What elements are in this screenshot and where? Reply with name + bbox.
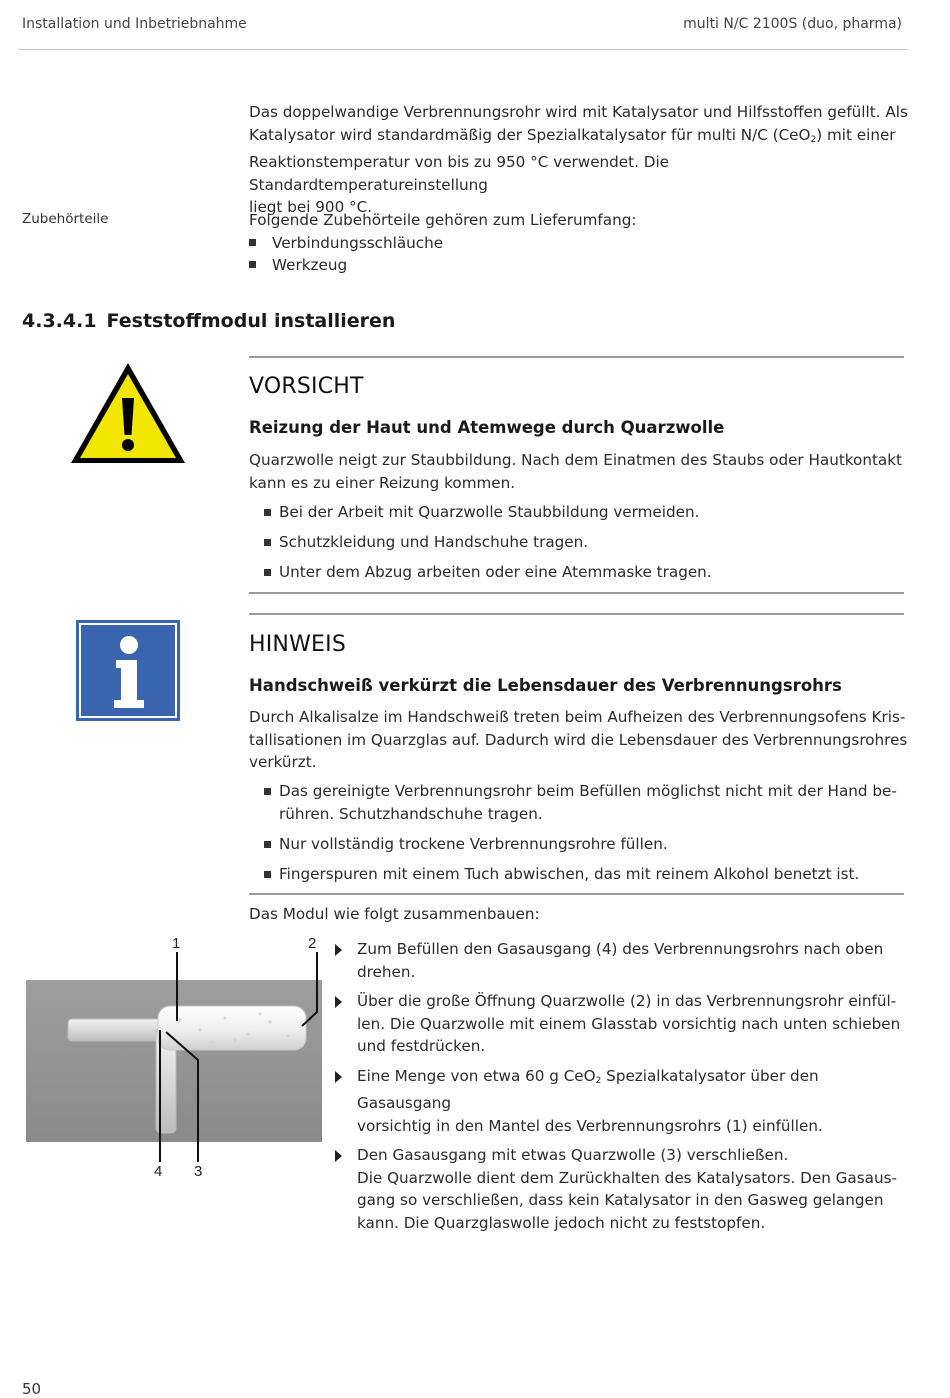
step-arrow-icon xyxy=(335,996,342,1008)
caution-top-rule xyxy=(249,356,904,358)
step-item: Eine Menge von etwa 60 g CeO$_2$ Spezialkatalysator über den Gasausgang vorsichtig in den Mantel des Verbrennungsrohrs (1) einfüllen. xyxy=(333,1065,913,1138)
caution-subtitle: Reizung der Haut und Atemwege durch Quarzwolle xyxy=(249,418,725,437)
notice-top-rule xyxy=(249,613,904,615)
section-heading xyxy=(22,310,395,332)
intro-paragraph: Das doppelwandige Verbrennungsrohr wird mit Katalysator und Hilfsstoffen gefüllt. Als Katalysator wird standardmäßig der Spezialkatalysator für multi N/C (CeO$_2$) mit einer Reaktionstemperatur von bis zu 950 °C verwendet. Die Standardtemperatureinstellung liegt bei 900 °C. xyxy=(249,103,908,216)
notice-subtitle: Handschweiß verkürzt die Lebensdauer des Verbrennungsrohrs xyxy=(249,676,842,695)
callout-1: 1 xyxy=(172,935,181,952)
combustion-tube-figure xyxy=(20,930,330,1190)
step-arrow-icon xyxy=(335,1071,342,1083)
step-item: Zum Befüllen den Gasausgang (4) des Verbrennungsrohrs nach oben drehen. xyxy=(333,938,913,983)
notice-bottom-rule xyxy=(249,893,904,895)
callout-4: 4 xyxy=(154,1163,163,1180)
caution-title: VORSICHT xyxy=(249,374,364,399)
section-number: 4.3.4.1 xyxy=(22,310,97,332)
header-divider xyxy=(18,49,908,50)
callout-3: 3 xyxy=(194,1163,203,1180)
step-arrow-icon xyxy=(335,1150,342,1162)
caution-list xyxy=(249,501,909,584)
list-item: Nur vollständig trockene Verbrennungsrohre füllen. xyxy=(249,833,909,856)
notice-title: HINWEIS xyxy=(249,632,346,657)
caution-text: Quarzwolle neigt zur Staubbildung. Nach dem Einatmen des Staubs oder Hautkontakt kann es zu einer Reizung kommen. xyxy=(249,451,902,492)
list-item: Schutzkleidung und Handschuhe tragen. xyxy=(249,531,909,554)
section-title: Feststoffmodul installieren xyxy=(106,310,396,332)
info-icon xyxy=(76,620,180,721)
step-item: Über die große Öffnung Quarzwolle (2) in das Verbrennungsrohr einfül- len. Die Quarzwolle mit einem Glasstab vorsichtig nach unten schieben und festdrücken. xyxy=(333,990,913,1058)
step-arrow-icon xyxy=(335,944,342,956)
list-item: Bei der Arbeit mit Quarzwolle Staubbildung vermeiden. xyxy=(249,501,909,524)
list-item: Verbindungsschläuche xyxy=(249,232,909,255)
list-item: Werkzeug xyxy=(249,254,909,277)
notice-list xyxy=(249,780,909,885)
caution-bottom-rule xyxy=(249,592,904,594)
accessories-block xyxy=(249,209,909,277)
assembly-steps xyxy=(333,938,913,1241)
accessories-label: Zubehörteile xyxy=(22,211,109,227)
list-item: Unter dem Abzug arbeiten oder eine Atemmaske tragen. xyxy=(249,561,909,584)
header-left: Installation und Inbetriebnahme xyxy=(22,16,247,32)
callout-2: 2 xyxy=(308,935,317,952)
list-item: Das gereinigte Verbrennungsrohr beim Befüllen möglichst nicht mit der Hand be- rühren. Schutzhandschuhe tragen. xyxy=(249,780,909,825)
list-item: Fingerspuren mit einem Tuch abwischen, das mit reinem Alkohol benetzt ist. xyxy=(249,863,909,886)
accessories-intro: Folgende Zubehörteile gehören zum Lieferumfang: xyxy=(249,211,637,229)
step-item: Den Gasausgang mit etwas Quarzwolle (3) verschließen. Die Quarzwolle dient dem Zurückhalten des Katalysators. Den Gasaus- gang so verschließen, dass kein Katalysator in den Gasweg gelangen kann. Die Quarzglaswolle jedoch nicht zu feststopfen. xyxy=(333,1144,913,1234)
warning-triangle-icon xyxy=(68,360,188,466)
notice-text: Durch Alkalisalze im Handschweiß treten beim Aufheizen des Verbrennungsofens Kris- tallisationen im Quarzglas auf. Dadurch wird die Lebensdauer des Verbrennungsrohres verkürzt. xyxy=(249,708,908,771)
assembly-intro: Das Modul wie folgt zusammenbauen: xyxy=(249,905,540,923)
header-right: multi N/C 2100S (duo, pharma) xyxy=(683,16,902,32)
page-number: 50 xyxy=(22,1380,42,1398)
